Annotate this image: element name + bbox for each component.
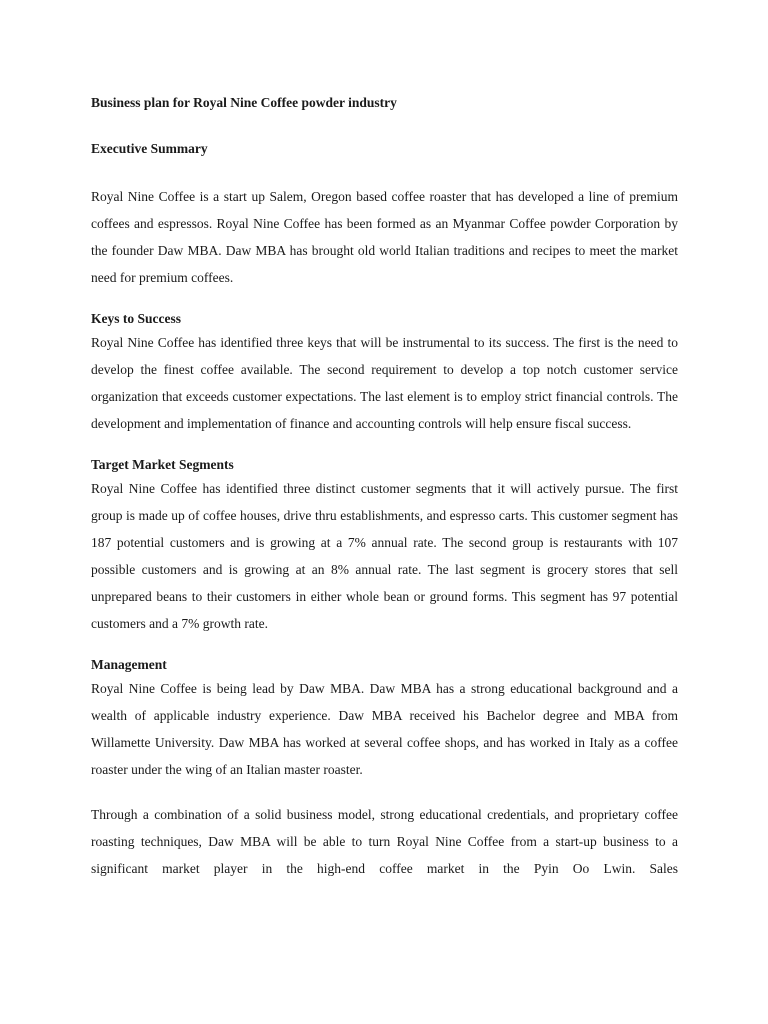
section-management: [91, 655, 678, 882]
heading-executive-summary: Executive Summary: [91, 141, 208, 156]
paragraph-target-market-segments: Royal Nine Coffee has identified three distinct customer segments that it will actively pursue. The first group is made up of coffee houses, drive thru establishments, and espresso carts. This customer segment has 187 potential customers and is growing at a 7% annual rate. The second group is restaurants with 107 possible customers and is growing at an 8% annual rate. The last segment is grocery stores that sell unprepared beans to their customers in either whole bean or ground forms. This segment has 97 potential customers and a 7% growth rate.: [91, 481, 678, 631]
section-target-market-segments: [91, 455, 678, 637]
paragraph-keys-to-success: Royal Nine Coffee has identified three keys that will be instrumental to its success. The first is the need to develop the finest coffee available. The second requirement to develop a top notch customer service organization that exceeds customer expectations. The last element is to employ strict financial controls. The development and implementation of finance and accounting controls will help ensure fiscal success.: [91, 335, 678, 431]
paragraph-executive-summary: Royal Nine Coffee is a start up Salem, Oregon based coffee roaster that has developed a line of premium coffees and espressos. Royal Nine Coffee has been formed as an Myanmar Coffee powder Corporation by the founder Daw MBA. Daw MBA has brought old world Italian traditions and recipes to meet the market need for premium coffees.: [91, 189, 678, 285]
document-title: Business plan for Royal Nine Coffee powder industry: [91, 95, 397, 110]
heading-target-market-segments: Target Market Segments: [91, 457, 234, 472]
section-keys-to-success: [91, 309, 678, 437]
paragraph-management-2: Through a combination of a solid business model, strong educational credentials, and proprietary coffee roasting techniques, Daw MBA will be able to turn Royal Nine Coffee from a start-up business to a significant market player in the high-end coffee market in the Pyin Oo Lwin. Sales: [91, 807, 678, 876]
section-executive-summary: [91, 139, 678, 291]
heading-management: Management: [91, 657, 167, 672]
document-page: [91, 93, 678, 900]
heading-keys-to-success: Keys to Success: [91, 311, 181, 326]
paragraph-management-1: Royal Nine Coffee is being lead by Daw MBA. Daw MBA has a strong educational background and a wealth of applicable industry experience. Daw MBA received his Bachelor degree and MBA from Willamette University. Daw MBA has worked at several coffee shops, and has worked in Italy as a coffee roaster under the wing of an Italian master roaster.: [91, 681, 678, 777]
